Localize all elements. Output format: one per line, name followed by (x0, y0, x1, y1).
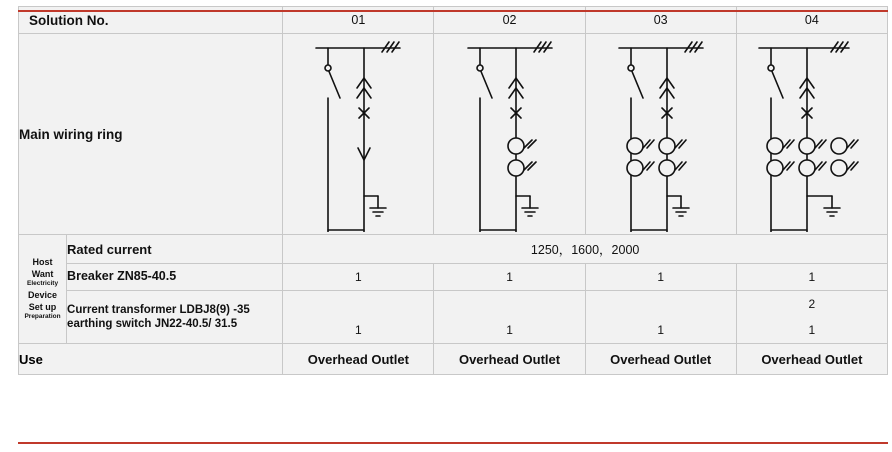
header-col-03: 03 (585, 7, 736, 34)
ct-label-line-2: -35 earthing switch JN22-40.5/ (67, 303, 250, 330)
breaker-value-04: 1 (736, 264, 887, 291)
diagram-scheme-01 (288, 36, 428, 232)
use-value-03: Overhead Outlet (585, 344, 736, 375)
breaker-row (19, 264, 888, 291)
diagram-scheme-03 (591, 36, 731, 232)
side-line-6: Preparation (24, 313, 61, 321)
breaker-value-02: 1 (434, 264, 585, 291)
header-col-01: 01 (283, 7, 434, 34)
earthing-value-01: 1 (283, 317, 434, 344)
use-row (19, 344, 888, 375)
rated-current-row (19, 235, 888, 264)
use-value-01: Overhead Outlet (283, 344, 434, 375)
ct-value-03 (585, 291, 736, 318)
diagram-cell-04 (736, 34, 887, 235)
rated-current-value: 1250，1600，2000 (283, 235, 888, 264)
ct-row (19, 291, 888, 318)
header-solution-label: Solution No. (19, 7, 283, 34)
scheme-table (18, 6, 888, 375)
bottom-red-rule (18, 442, 888, 444)
ct-label-line-1: Current transformer LDBJ8(9) (67, 303, 230, 316)
use-value-02: Overhead Outlet (434, 344, 585, 375)
breaker-label: Breaker ZN85-40.5 (67, 264, 283, 291)
header-col-04: 04 (736, 7, 887, 34)
diagram-cell-02 (434, 34, 585, 235)
ct-value-04: 2 (736, 291, 887, 318)
main-wiring-label: Main wiring ring (19, 34, 283, 235)
side-line-3: Electricity (26, 280, 59, 288)
ct-label-line-3: 31.5 (214, 318, 238, 330)
breaker-value-03: 1 (585, 264, 736, 291)
header-col-02: 02 (434, 7, 585, 34)
side-line-5: Set up (28, 302, 57, 313)
diagram-page (0, 6, 892, 452)
diagram-scheme-02 (440, 36, 580, 232)
side-line-4: Device (28, 290, 58, 300)
earthing-value-02: 1 (434, 317, 585, 344)
breaker-value-01: 1 (283, 264, 434, 291)
use-value-04: Overhead Outlet (736, 344, 887, 375)
diagram-cell-03 (585, 34, 736, 235)
side-line-2: Want (31, 269, 54, 280)
earthing-value-04: 1 (736, 317, 887, 344)
ct-earthing-label (67, 291, 283, 344)
ct-value-01 (283, 291, 434, 318)
side-column (19, 235, 67, 344)
top-red-rule (18, 10, 888, 12)
main-wiring-row (19, 34, 888, 235)
side-line-1: Host (32, 256, 53, 267)
earthing-value-03: 1 (585, 317, 736, 344)
rated-current-label: Rated current (67, 235, 283, 264)
diagram-scheme-04 (737, 36, 887, 232)
diagram-cell-01 (283, 34, 434, 235)
use-label: Use (19, 344, 283, 375)
ct-value-02 (434, 291, 585, 318)
